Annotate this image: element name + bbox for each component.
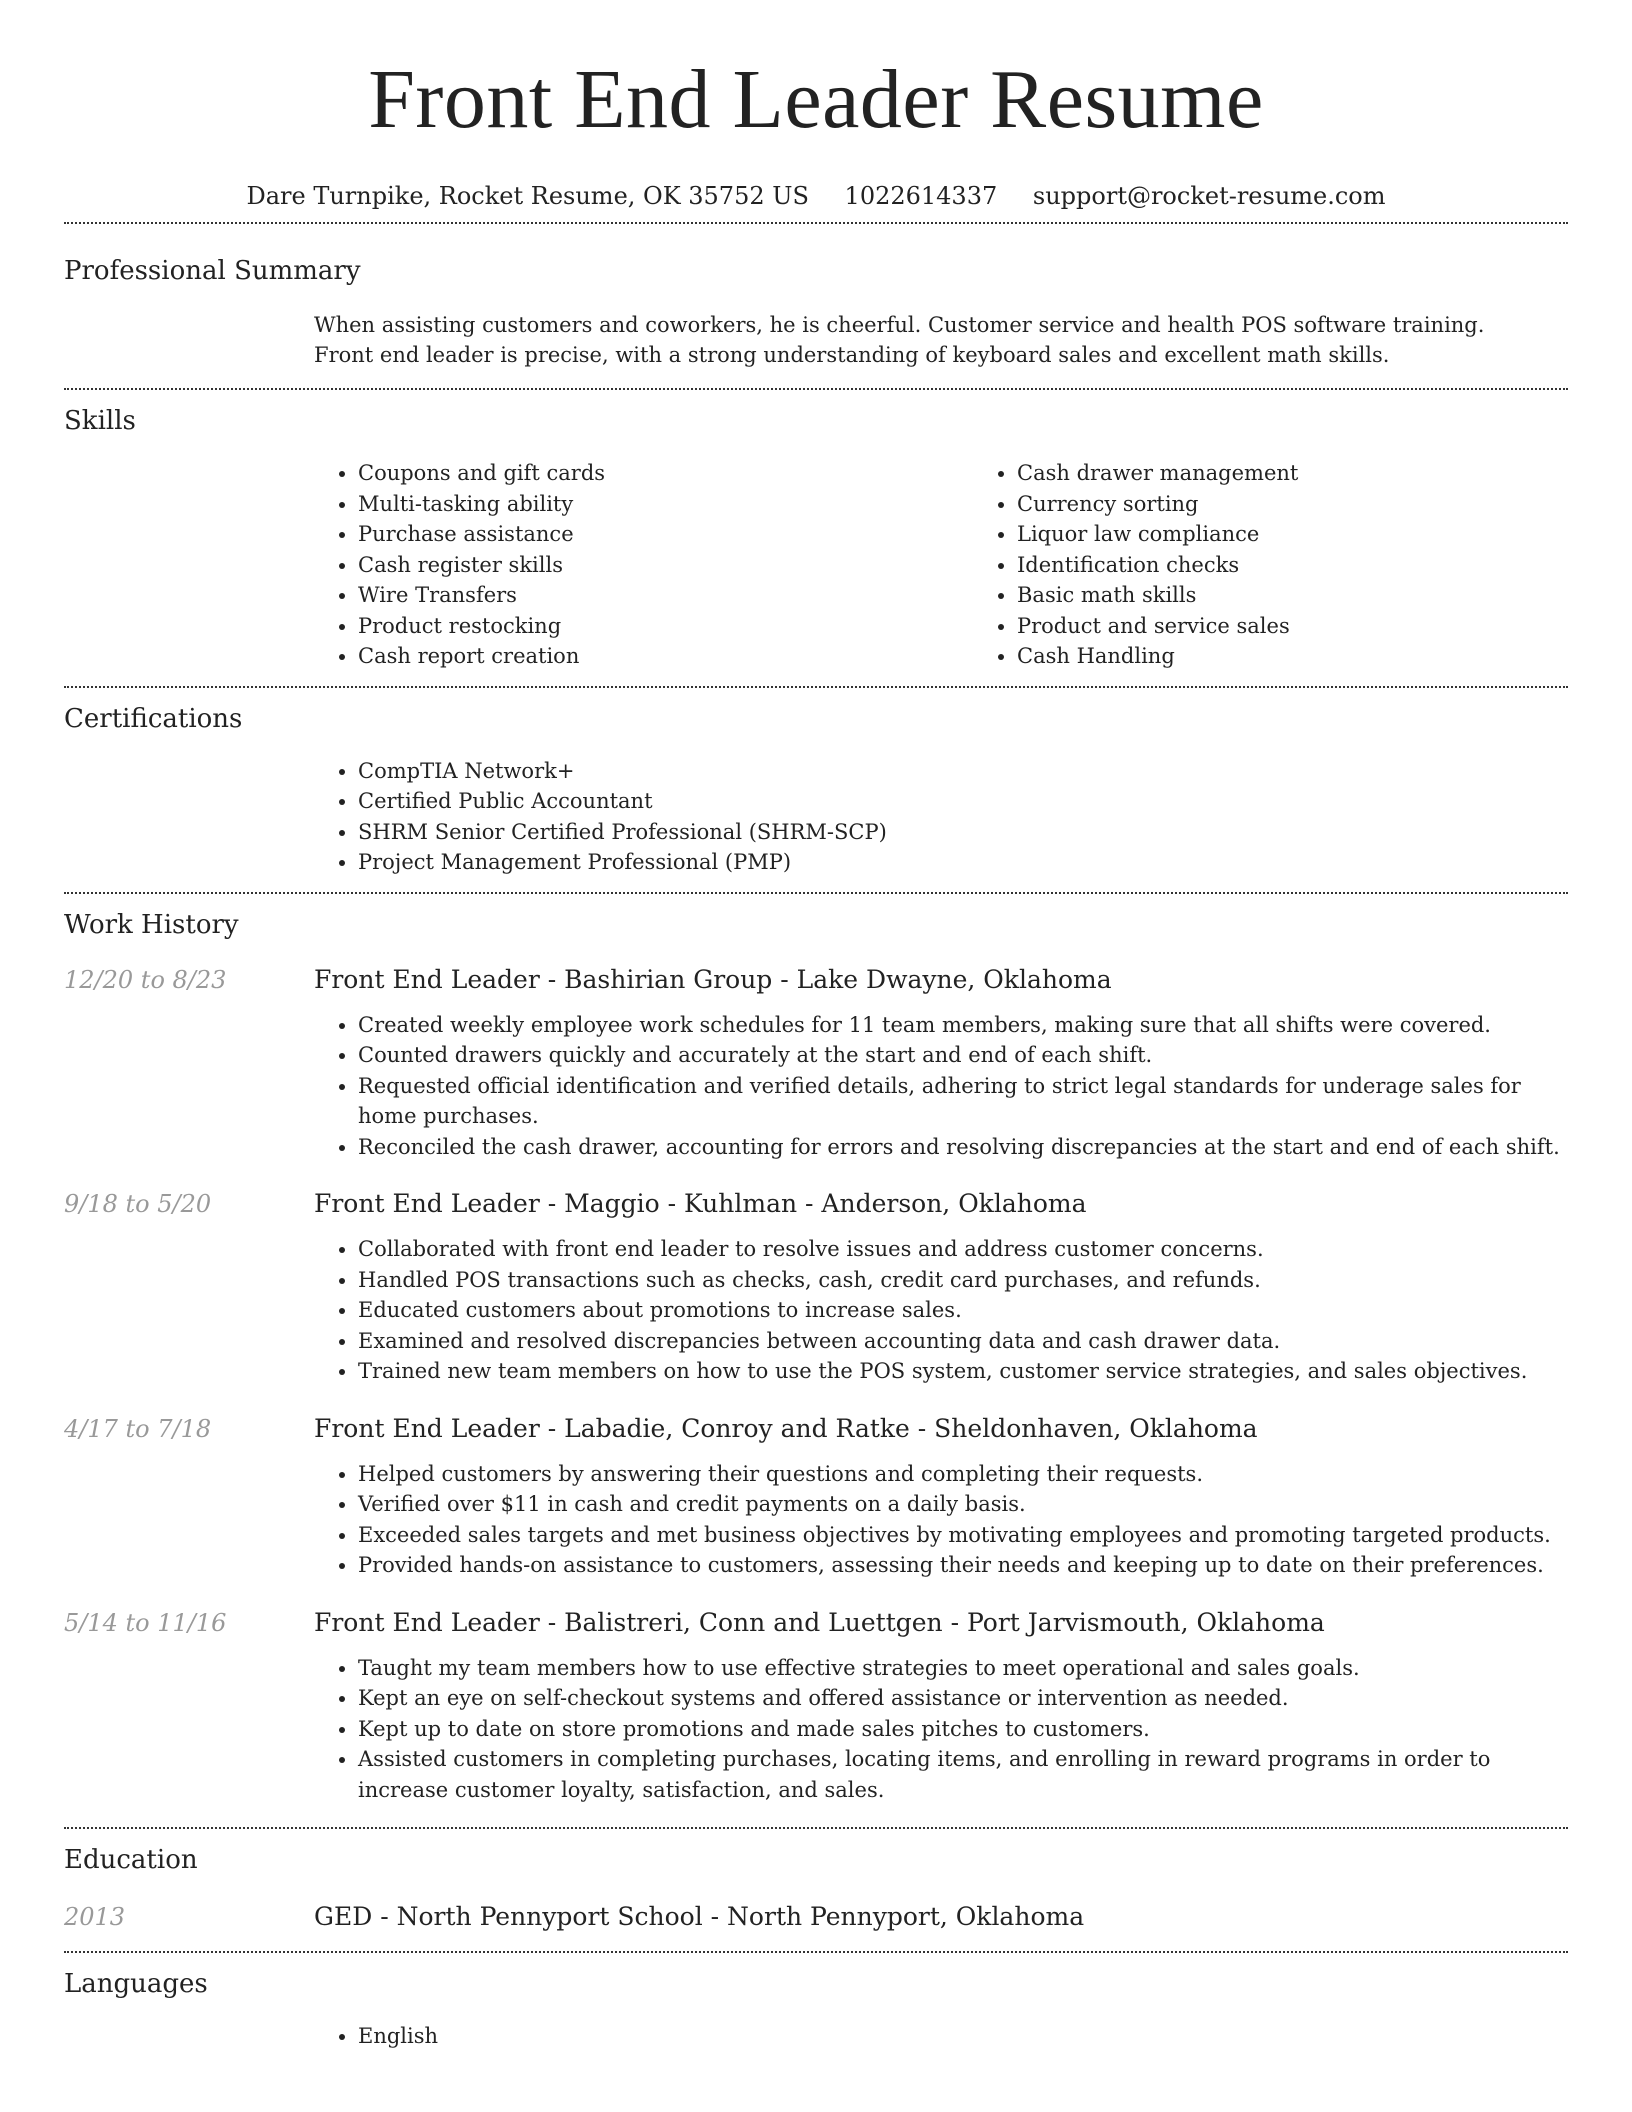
job-bullet: • Kept up to date on store promotions and made sales pitches to customers. (358, 1714, 1568, 1745)
section-heading-skills: Skills (64, 406, 136, 436)
job-bullet: • Counted drawers quickly and accurately at the start and end of each shift. (358, 1040, 1568, 1071)
education-date: 2013 (64, 1903, 126, 1931)
page-title: Front End Leader Resume (368, 53, 1264, 146)
contact-address: Dare Turnpike, Rocket Resume, OK 35752 US (246, 182, 809, 210)
skill-item: • Wire Transfers (358, 580, 973, 611)
contact-line (64, 182, 1568, 222)
job-date: 9/18 to 5/20 (64, 1190, 212, 1218)
job-bullet: • Kept an eye on self-checkout systems and offered assistance or intervention as needed. (358, 1683, 1568, 1714)
job-bullet: • Educated customers about promotions to increase sales. (358, 1295, 1568, 1326)
certifications-section (64, 688, 1568, 892)
skill-item: • Identification checks (1017, 550, 1632, 581)
job-bullet: • Helped customers by answering their questions and completing their requests. (358, 1459, 1568, 1490)
skill-item: • Purchase assistance (358, 519, 973, 550)
job-bullet: • Requested official identification and verified details, adhering to strict legal standards for underage sales for home purchases. (358, 1071, 1568, 1132)
certification-item: • CompTIA Network+ (358, 756, 1568, 787)
contact-phone: 1022614337 (844, 182, 998, 210)
skill-item: • Cash drawer management (1017, 458, 1632, 489)
job-bullets (314, 1000, 1568, 1185)
job-bullet: • Created weekly employee work schedules for 11 team members, making sure that all shifts were covered. (358, 1010, 1568, 1041)
certifications-list (314, 756, 1568, 878)
languages-section (64, 1953, 1568, 2052)
skill-item: • Basic math skills (1017, 580, 1632, 611)
skills-list-left (314, 458, 973, 672)
job-bullet: • Trained new team members on how to use the POS system, customer service strategies, and sales objectives. (358, 1356, 1568, 1387)
job-entry (64, 1409, 1568, 1603)
skill-item: • Cash report creation (358, 641, 973, 672)
summary-text: When assisting customers and coworkers, he is cheerful. Customer service and health POS software training. Front end leader is precise, with a strong understanding of keyboard sales and excellent math skills. (314, 313, 1485, 367)
skills-section (64, 390, 1568, 686)
section-heading-certifications: Certifications (64, 703, 243, 734)
certification-item: • SHRM Senior Certified Professional (SHRM-SCP) (358, 817, 1568, 848)
skills-list-right (973, 458, 1632, 672)
certification-item: • Certified Public Accountant (358, 786, 1568, 817)
summary-section (64, 224, 1568, 388)
section-heading-summary: Professional Summary (64, 256, 361, 286)
job-bullet: • Exceeded sales targets and met business objectives by motivating employees and promoting targeted products. (358, 1520, 1568, 1551)
job-title: Front End Leader - Maggio - Kuhlman - Anderson, Oklahoma (314, 1189, 1087, 1218)
skill-item: • Product restocking (358, 611, 973, 642)
job-bullet: • Provided hands-on assistance to customers, assessing their needs and keeping up to date on their preferences. (358, 1550, 1568, 1581)
job-bullet: • Assisted customers in completing purchases, locating items, and enrolling in reward programs in order to increase customer loyalty, satisfaction, and sales. (358, 1744, 1568, 1805)
certification-item: • Project Management Professional (PMP) (358, 847, 1568, 878)
skill-item: • Cash register skills (358, 550, 973, 581)
languages-list (314, 2021, 1568, 2052)
job-entry (64, 1603, 1568, 1828)
skill-item: • Currency sorting (1017, 489, 1632, 520)
skill-item: • Liquor law compliance (1017, 519, 1632, 550)
job-date: 5/14 to 11/16 (64, 1608, 227, 1637)
job-bullet: • Taught my team members how to use effective strategies to meet operational and sales goals. (358, 1653, 1568, 1684)
section-heading-education: Education (64, 1845, 198, 1875)
education-entry: GED - North Pennyport School - North Pennyport, Oklahoma (314, 1902, 1085, 1931)
skill-item: • Product and service sales (1017, 611, 1632, 642)
job-bullets (314, 1643, 1568, 1828)
contact-email: support@rocket-resume.com (1032, 182, 1386, 210)
job-date: 4/17 to 7/18 (64, 1414, 212, 1443)
job-bullet: • Collaborated with front end leader to resolve issues and address customer concerns. (358, 1234, 1568, 1265)
job-bullet: • Examined and resolved discrepancies between accounting data and cash drawer data. (358, 1326, 1568, 1357)
skill-item: • Cash Handling (1017, 641, 1632, 672)
section-heading-languages: Languages (64, 1969, 208, 1999)
skill-item: • Coupons and gift cards (358, 458, 973, 489)
job-bullets (314, 1224, 1568, 1409)
job-entry (64, 960, 1568, 1185)
job-title: Front End Leader - Bashirian Group - Lake Dwayne, Oklahoma (314, 964, 1112, 994)
education-section (64, 1829, 1568, 1951)
job-title: Front End Leader - Balistreri, Conn and Luettgen - Port Jarvismouth, Oklahoma (314, 1607, 1325, 1637)
job-bullet: • Verified over $11 in cash and credit payments on a daily basis. (358, 1489, 1568, 1520)
job-date: 12/20 to 8/23 (64, 965, 227, 994)
skill-item: • Multi-tasking ability (358, 489, 973, 520)
work-section (64, 894, 1568, 1828)
language-item: • English (358, 2021, 1568, 2052)
job-entry (64, 1184, 1568, 1409)
section-heading-work: Work History (64, 909, 239, 940)
job-bullet: • Handled POS transactions such as checks, cash, credit card purchases, and refunds. (358, 1265, 1568, 1296)
job-bullet: • Reconciled the cash drawer, accounting for errors and resolving discrepancies at the start and end of each shift. (358, 1132, 1568, 1163)
job-title: Front End Leader - Labadie, Conroy and Ratke - Sheldonhaven, Oklahoma (314, 1413, 1258, 1443)
job-bullets (314, 1449, 1568, 1603)
